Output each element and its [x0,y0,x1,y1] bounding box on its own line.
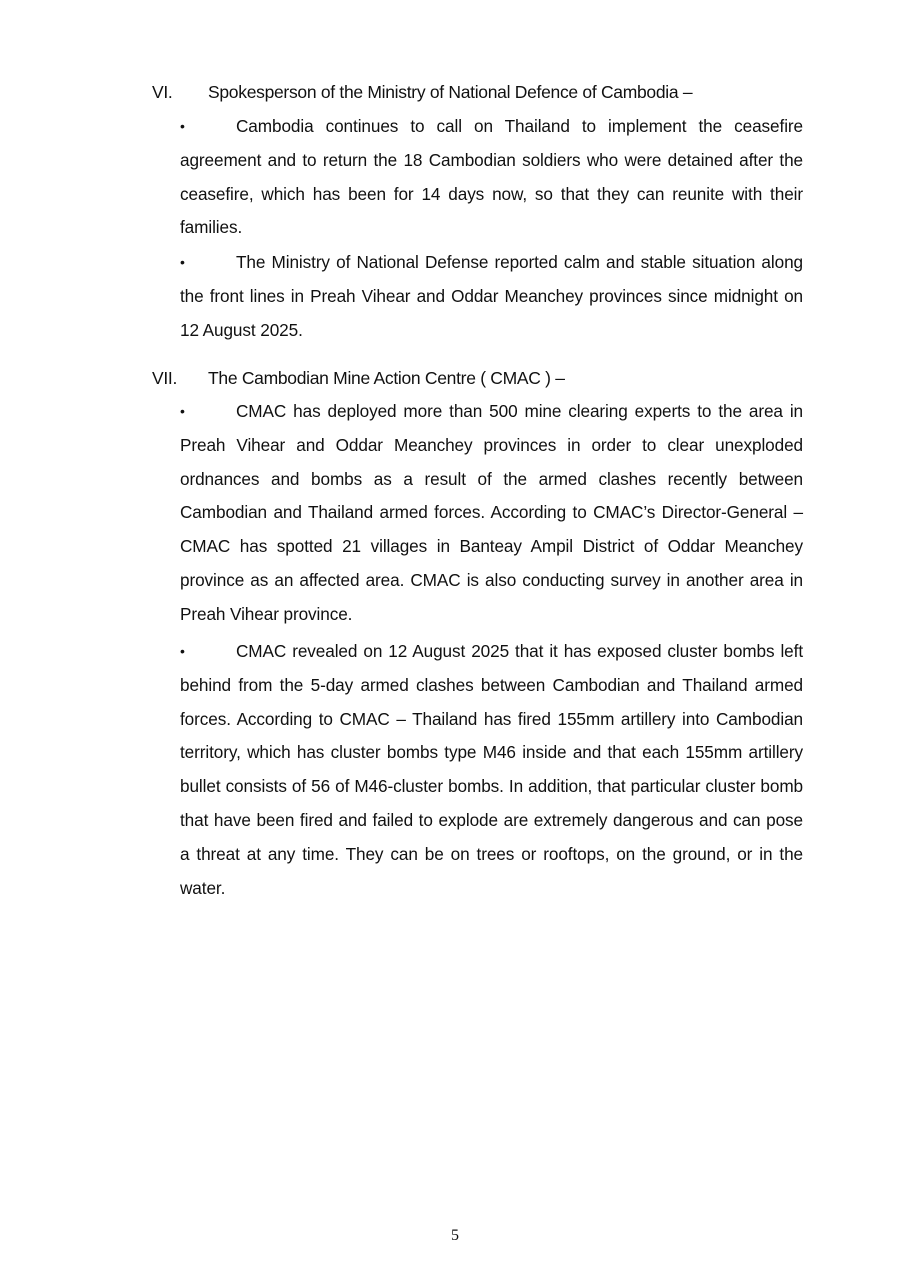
bullet-icon: • [180,254,185,270]
section-title: The Cambodian Mine Action Centre ( CMAC ) – [208,368,565,388]
bullet-item [180,110,803,245]
bullet-text: CMAC revealed on 12 August 2025 that it has exposed cluster bombs left behind from the 5-day armed clashes between Cambodian and Thailand armed forces. According to CMAC – Thailand has fired 155mm artillery into Cambodian territory, which has cluster bombs type M46 inside and that each 155mm artillery bullet consists of 56 of M46-cluster bombs. In addition, that particular cluster bomb that have been fired and failed to explode are extremely dangerous and can pose a threat at any time. They can be on trees or rooftops, on the ground, or in the water. [180,641,803,898]
bullet-icon: • [180,118,185,134]
bullet-item [180,395,803,632]
bullet-icon: • [180,403,185,419]
section-title: Spokesperson of the Ministry of National Defence of Cambodia – [208,82,693,102]
bullet-text: The Ministry of National Defense reported calm and stable situation along the front lines in Preah Vihear and Oddar Meanchey provinces since midnight on 12 August 2025. [180,252,803,340]
section-heading-vii [152,366,832,390]
bullet-item [180,635,803,905]
section-number: VII. [152,368,178,388]
page-number: 5 [451,1227,459,1244]
bullet-text: Cambodia continues to call on Thailand to implement the ceasefire agreement and to return the 18 Cambodian soldiers who were detained after the ceasefire, which has been for 14 days now, so that they can reunite with their families. [180,116,803,238]
bullet-item [180,246,803,347]
bullet-icon: • [180,643,185,659]
section-number: VI. [152,82,173,102]
section-heading-vi [152,80,832,104]
bullet-text: CMAC has deployed more than 500 mine clearing experts to the area in Preah Vihear and Oddar Meanchey provinces in order to clear unexploded ordnances and bombs as a result of the armed clashes recently between Cambodian and Thailand armed forces. According to CMAC’s Director-General – CMAC has spotted 21 villages in Banteay Ampil District of Oddar Meanchey province as an affected area. CMAC is also conducting survey in another area in Preah Vihear province. [180,401,803,624]
